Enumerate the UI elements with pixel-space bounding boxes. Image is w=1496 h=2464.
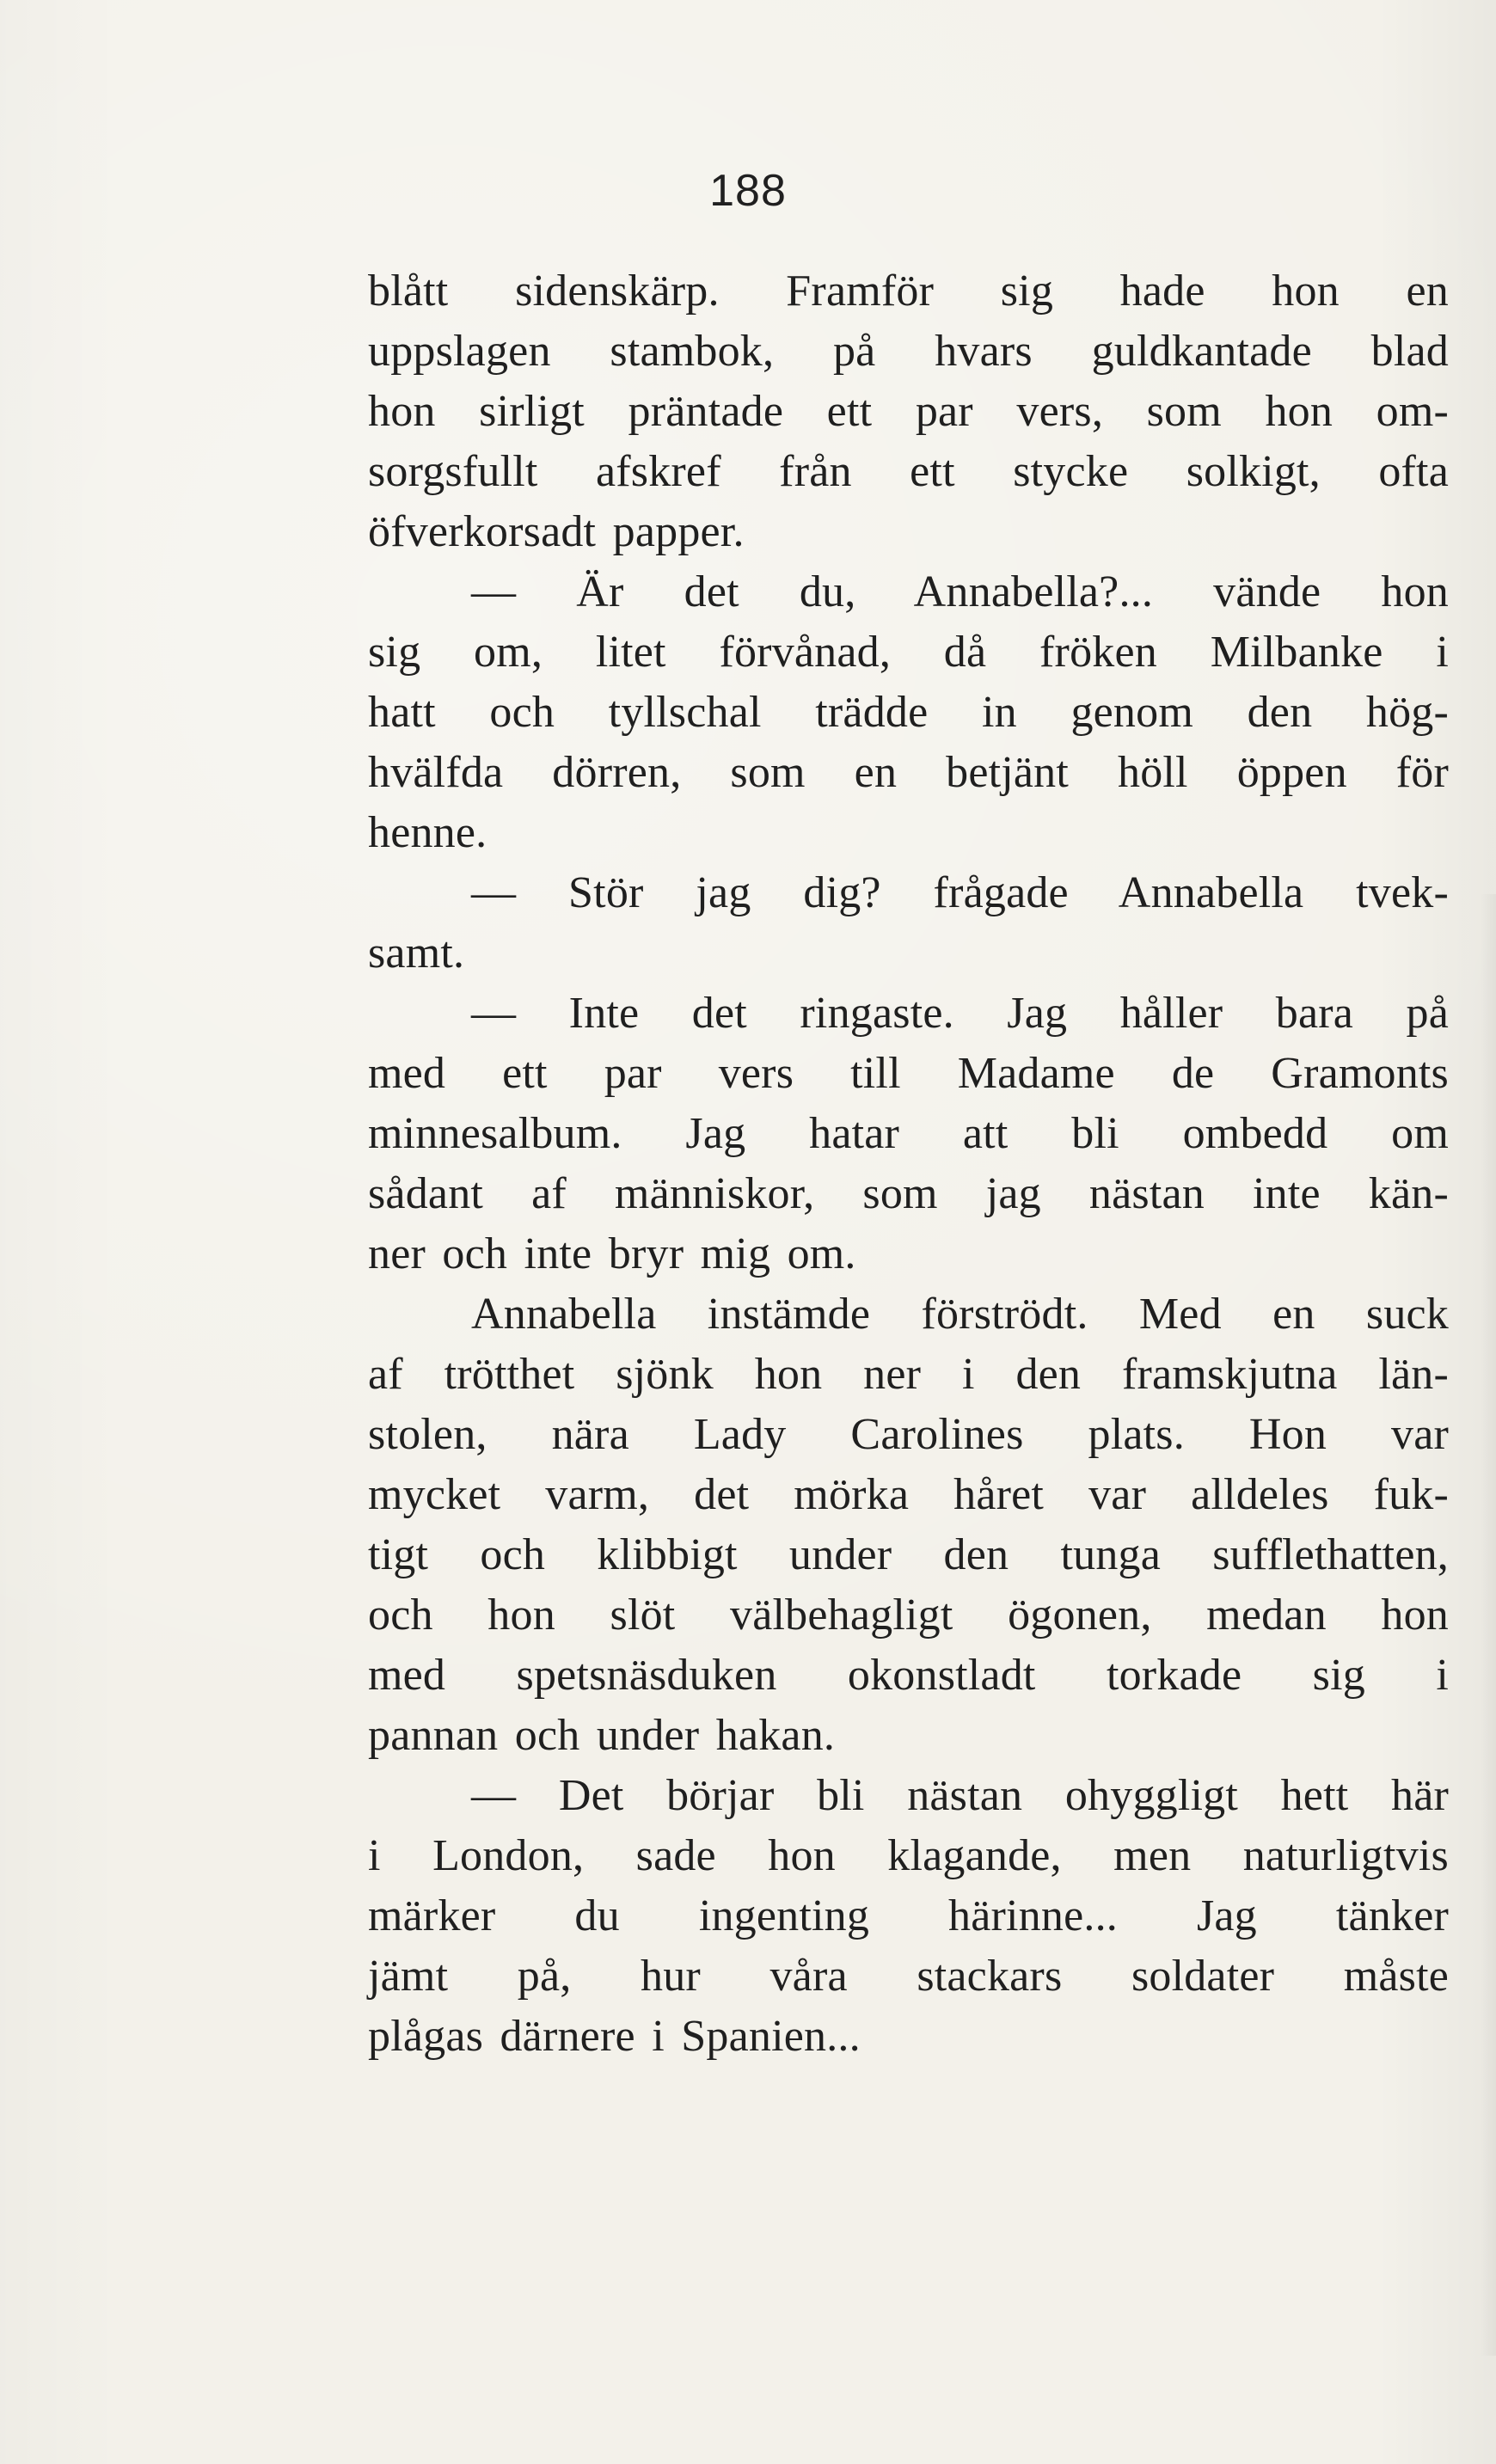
text-line: och hon slöt välbehagligt ögonen, medan hon <box>368 1591 1449 1640</box>
text-line: — Stör jag dig? frågade Annabella tvek- <box>471 868 1449 917</box>
text-line: pannan och under hakan. <box>368 1711 836 1760</box>
text-line: hon sirligt präntade ett par vers, som hon om- <box>368 387 1449 436</box>
text-line: öfverkorsadt papper. <box>368 507 745 556</box>
text-line: i London, sade hon klagande, men naturligtvis <box>368 1831 1449 1880</box>
text-line: sådant af människor, som jag nästan inte kän- <box>368 1169 1449 1218</box>
text-line: plågas därnere i Spanien... <box>368 2012 861 2061</box>
text-line: ner och inte bryr mig om. <box>368 1229 856 1278</box>
text-line: samt. <box>368 929 465 978</box>
text-line: stolen, nära Lady Carolines plats. Hon var <box>368 1410 1449 1459</box>
text-line: henne. <box>368 808 487 857</box>
text-line: med ett par vers till Madame de Gramonts <box>368 1049 1449 1098</box>
text-line: minnesalbum. Jag hatar att bli ombedd om <box>368 1109 1449 1158</box>
text-line: sig om, litet förvånad, då fröken Milbanke i <box>368 628 1449 677</box>
text-line: blått sidenskärp. Framför sig hade hon en <box>368 267 1449 316</box>
text-line: af trötthet sjönk hon ner i den framskjutna län- <box>368 1350 1449 1399</box>
text-line: hvälfda dörren, som en betjänt höll öppen för <box>368 748 1449 797</box>
text-line: uppslagen stambok, på hvars guldkantade blad <box>368 327 1449 376</box>
page-number: 188 <box>709 166 787 216</box>
text-line: märker du ingenting härinne... Jag tänker <box>368 1891 1449 1940</box>
text-line: — Är det du, Annabella?... vände hon <box>471 567 1449 616</box>
body-text <box>368 261 1449 2067</box>
text-line: Annabella instämde förströdt. Med en suck <box>471 1290 1449 1339</box>
text-line: tigt och klibbigt under den tunga sufflethatten, <box>368 1530 1449 1579</box>
text-line: — Det börjar bli nästan ohyggligt hett här <box>471 1771 1449 1820</box>
text-line: hatt och tyllschal trädde in genom den hög- <box>368 688 1449 737</box>
page-edge-shadow <box>1481 894 1496 2356</box>
text-line: mycket varm, det mörka håret var alldeles fuk- <box>368 1470 1449 1519</box>
text-line: sorgsfullt afskref från ett stycke solkigt, ofta <box>368 447 1449 496</box>
text-line: — Inte det ringaste. Jag håller bara på <box>471 989 1449 1038</box>
text-line: med spetsnäsduken okonstladt torkade sig i <box>368 1651 1449 1700</box>
text-line: jämt på, hur våra stackars soldater måste <box>368 1952 1449 2001</box>
